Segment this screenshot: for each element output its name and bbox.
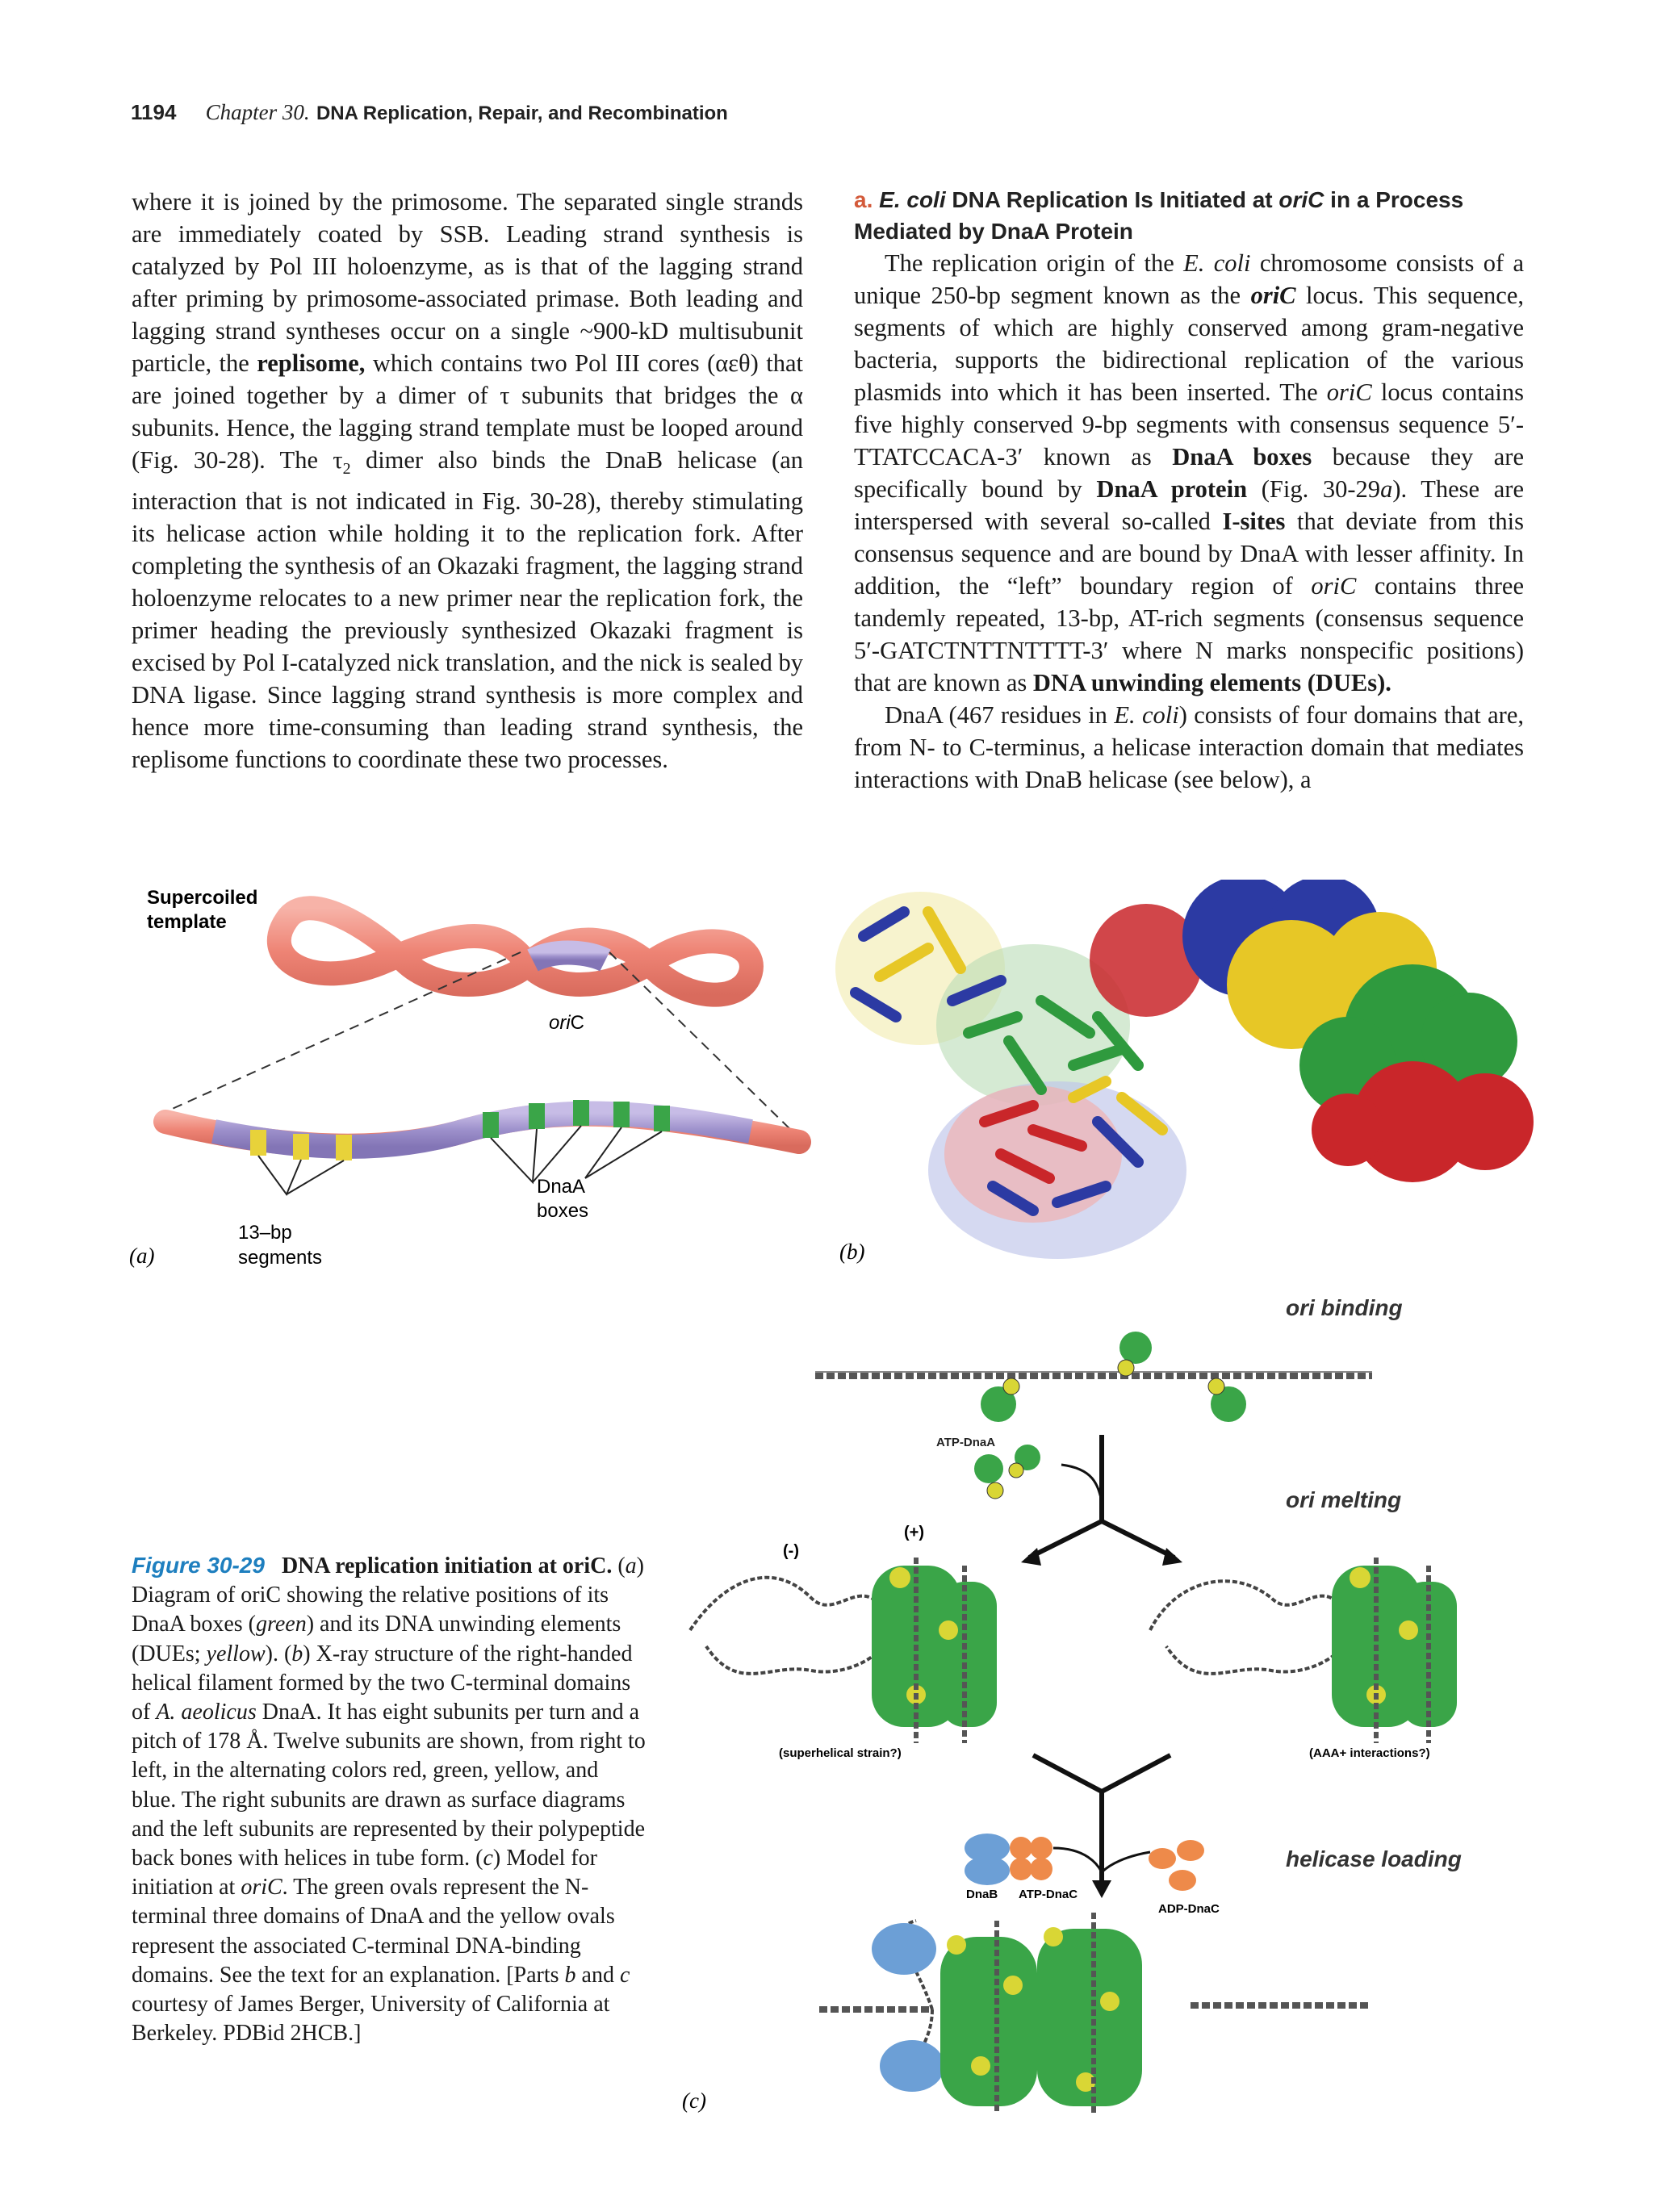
running-head — [131, 100, 728, 125]
arrows-stage2 — [1033, 1755, 1170, 1884]
label-segments: segments — [238, 1247, 323, 1269]
figure-title: DNA replication initiation at oriC. — [281, 1553, 613, 1579]
label-plus: (+) — [904, 1524, 924, 1541]
label-helicase-loading: helicase loading — [1286, 1846, 1462, 1871]
supercoiled-template-shape — [279, 908, 751, 994]
stage-ori-binding — [815, 1332, 1372, 1499]
label-atp-dnac: ATP-DnaC — [1019, 1888, 1078, 1901]
page-number: 1194 — [131, 100, 177, 124]
arrows-stage1 — [1029, 1435, 1174, 1558]
figure-a-svg — [121, 872, 823, 1291]
figure-b-xray-structure — [831, 880, 1534, 1275]
chapter-title: DNA Replication, Repair, and Recombination — [316, 102, 728, 124]
figure-b-svg — [831, 880, 1534, 1275]
left-paragraph: where it is joined by the primosome. The separated single strands are immediately coated by SSB. Leading strand synthesis is catalyzed by Pol III holoenzyme, as is that of the lagging strand after priming by primosome-associated primase. Both leading and lagging strand syntheses occur on a single ~900-kD multisubunit particle, the replisome, which contains two Pol III cores (αεθ) that are joined together by a dimer of τ subunits that bridges the α subunits. Hence, the lagging strand template must be looped around (Fig. 30-28). The $\tau_2$ dimer also binds the DnaB helicase (an interaction that is not indicated in Fig. 30-28), thereby stimulating its helicase action while holding it to the replication fork. After completing the synthesis of an Okazaki fragment, the lagging strand holoenzyme relocates to a new primer near the replication fork, the primer heading the previously synthesized Okazaki fragment is excised by Pol I-catalyzed nick translation, and the nick is sealed by DNA ligase. Since lagging strand synthesis is more complex and hence more time-consuming than leading strand synthesis, the replisome functions to coordinate these two processes. — [132, 188, 803, 774]
label-dnab: DnaB — [966, 1888, 998, 1901]
label-adp-dnac: ADP-DnaC — [1158, 1902, 1220, 1916]
figure-number: Figure 30-29 — [132, 1553, 265, 1578]
label-dnaa: DnaA — [537, 1176, 586, 1198]
right-column — [854, 184, 1524, 796]
part-label-a: (a) — [129, 1244, 155, 1268]
label-boxes: boxes — [537, 1200, 589, 1222]
label-aaa: (AAA+ interactions?) — [1309, 1746, 1430, 1760]
label-13bp: 13–bp — [238, 1222, 292, 1244]
figure-caption: Figure 30-29 DNA replication initiation at oriC. (a) Diagram of oriC showing the relative positions of its DnaA boxes (green) and its DNA unwinding elements (DUEs; yellow). (b) X-ray structure of the right-handed helical filament formed by the two C-terminal domains of A. aeolicus DnaA. It has eight subunits per turn and a pitch of 178 Å. Twelve subunits are shown, from right to left, in the alternating colors red, green, yellow, and blue. The right subunits are drawn as surface diagrams and the left subunits are represented by their polypeptide back bones with helices in tube form. (c) Model for initiation at oriC. The green ovals represent the N-terminal three domains of DnaA and the yellow ovals represent the associated C-terminal DNA-binding domains. See the text for an explanation. [Parts b and c courtesy of James Berger, University of California at Berkeley. PDBid 2HCB.] — [132, 1553, 646, 2047]
right-paragraph-2: DnaA (467 residues in E. coli) consists of four domains that are, from N- to C-terminus, a helicase interaction domain that mediates interactions with DnaB helicase (see below), a — [854, 701, 1524, 793]
figure-a-oric-diagram — [121, 872, 823, 1291]
melted-origin-right — [1150, 1558, 1457, 1743]
helicase-loaders — [965, 1834, 1204, 1891]
part-label-b: (b) — [839, 1240, 865, 1264]
melted-origin-left — [690, 1558, 997, 1743]
chapter-label: Chapter 30. — [205, 100, 310, 124]
label-supercoiled: Supercoiled — [147, 887, 258, 909]
figure-c-initiation-model — [674, 1291, 1530, 2122]
section-heading: a. E. coli DNA Replication Is Initiated at oriC in a Process Mediated by DnaA Protein — [854, 187, 1464, 244]
label-oric: oriC — [549, 1012, 585, 1034]
label-ori-binding: ori binding — [1286, 1295, 1403, 1320]
label-superhelical: (superhelical strain?) — [779, 1746, 902, 1760]
left-column — [132, 186, 803, 776]
loaded-helicase-complex — [819, 1913, 1368, 2114]
linear-oric-dna — [165, 1100, 799, 1160]
label-minus: (-) — [783, 1542, 799, 1560]
right-paragraph-1: The replication origin of the E. coli chromosome consists of a unique 250-bp segment known as the oriC locus. This sequence, segments of which are highly conserved among gram-negative bacteria, supports the bidirectional replication of the various plasmids into which it has been inserted. The oriC locus contains five highly conserved 9-bp segments with consensus sequence 5′-TTATCCACA-3′ known as DnaA boxes because they are specifically bound by DnaA protein (Fig. 30-29a). These are interspersed with several so-called I-sites that deviate from this consensus sequence and are bound by DnaA with lesser affinity. In addition, the “left” boundary region of oriC contains three tandemly repeated, 13-bp, AT-rich segments (consensus sequence 5′-GATCTNTTNTTTT-3′ where N marks nonspecific positions) that are known as DNA unwinding elements (DUEs). — [854, 249, 1525, 696]
label-ori-melting: ori melting — [1286, 1487, 1402, 1512]
label-atp-dnaa: ATP-DnaA — [936, 1436, 996, 1449]
label-template: template — [147, 911, 227, 933]
part-label-c: (c) — [682, 2089, 706, 2113]
figure-c-svg — [674, 1291, 1530, 2122]
